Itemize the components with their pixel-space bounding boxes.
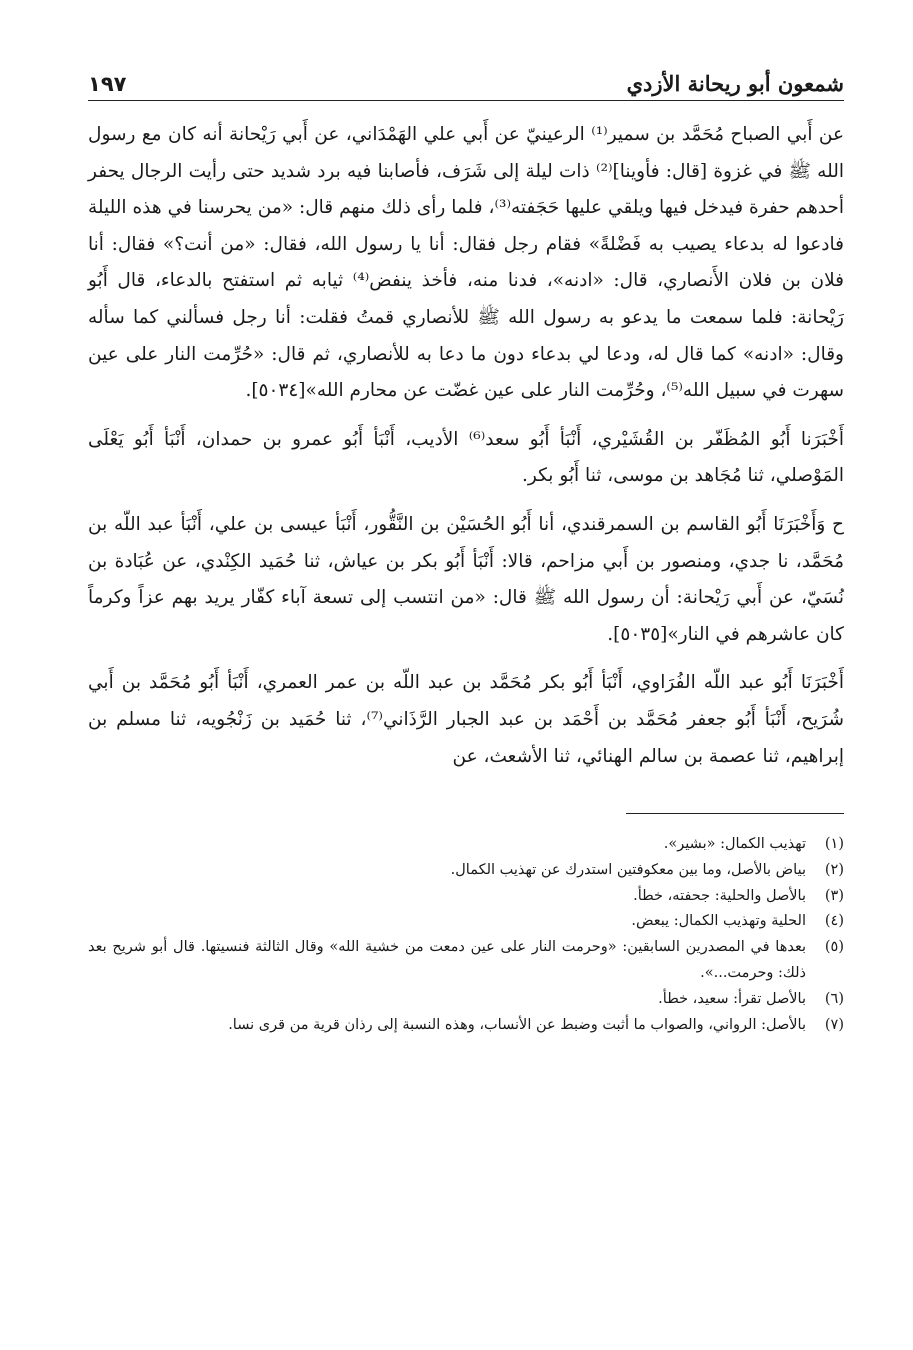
footnote xyxy=(88,832,844,858)
footnote xyxy=(88,909,844,935)
footnote-number: (٧) xyxy=(824,1016,844,1033)
footnote-number: (١) xyxy=(824,836,844,853)
footnotes xyxy=(88,832,844,1038)
footnote-number: (٦) xyxy=(824,990,844,1007)
footnote-text: بعدها في المصدرين السابقين: «وحرمت النار على عين دمعت من خشية الله» وقال الثالثة فنسيتها. قال أبو شريح بعد ذلك: وحرمت...». xyxy=(88,939,806,982)
paragraph: أَخْبَرَنا أَبُو المُظَفّر بن القُشَيْري، أَنْبَأ أَبُو سعد⁽⁶⁾ الأديب، أَنْبَأ أَبُو عمرو بن حمدان، أَنْبَأ أَبُو يَعْلَى المَوْصلي، ثنا مُجَاهد بن موسى، ثنا أَبُو بكر. xyxy=(88,428,845,487)
book-page xyxy=(88,62,844,1038)
footnote-number: (٥) xyxy=(824,939,844,956)
footnote-number: (٢) xyxy=(824,861,844,878)
footnote xyxy=(88,935,844,987)
footnote xyxy=(88,987,844,1013)
footnote-text: تهذيب الكمال: «بشير». xyxy=(663,836,806,853)
paragraph: أَخْبَرَنَا أَبُو عبد اللّه الفُرَاوي، أَنْبَأ أَبُو بكر مُحَمَّد بن عبد اللّه بن عمر العمري، أَنْبَأ أَبُو مُحَمَّد بن أَبي شُرَيح، أَنْبَأ أَبُو جعفر مُحَمَّد بن أَحْمَد بن عبد الجبار الرَّذَاني⁽⁷⁾، ثنا حُمَيد بن زَنْجُويه، ثنا مسلم بن إبراهيم، ثنا عصمة بن سالم الهنائي، ثنا الأشعث، عن xyxy=(88,672,844,767)
footnote xyxy=(88,858,844,884)
footnote-divider xyxy=(626,813,844,814)
running-header xyxy=(88,62,844,101)
footnote-text: بالأصل: الرواني، والصواب ما أثبت وضبط عن الأنساب، وهذه النسبة إلى رذان قرية من قرى نسا. xyxy=(228,1016,806,1033)
chapter-title: شمعون أبو ريحانة الأزدي xyxy=(626,71,844,96)
footnote-text: بياض بالأصل، وما بين معكوفتين استدرك عن تهذيب الكمال. xyxy=(450,861,806,878)
footnote-number: (٣) xyxy=(824,887,844,904)
footnote-text: بالأصل تقرأ: سعيد، خطأ. xyxy=(658,990,806,1007)
footnote xyxy=(88,1013,844,1039)
paragraph: عن أَبي الصباح مُحَمَّد بن سمير⁽¹⁾ الرعينيّ عن أَبي علي الهَمْدَاني، عن أَبي رَيْحانة أنه كان مع رسول الله ﷺ في غزوة [قال: فأوينا]⁽²⁾ ذات ليلة إلى شَرَف، فأصابنا فيه برد شديد حتى رأيت الرجال يحفر أحدهم حفرة فيدخل فيها ويلقي عليها حَجَفته⁽³⁾، فلما رأى ذلك منهم قال: «من يحرسنا في هذه الليلة فادعوا له بدعاء يصيب به فَضْلةً» فقام رجل فقال: أنا يا رسول الله، فقال: «من أنت؟» فقال: أنا فلان بن فلان الأَنصاري، قال: «ادنه»، فدنا منه، فأخذ ينفض⁽⁴⁾ ثيابه ثم استفتح بالدعاء، قال أَبُو رَيْحانة: فلما سمعت ما يدعو به رسول الله ﷺ للأنصاري قمتُ فقلت: أنا رجل فسألني كما سأله وقال: «ادنه» كما قال له، ودعا لي بدعاء دون ما دعا به للأنصاري، ثم قال: «حُرِّمت النار على عين سهرت في سبيل الله⁽⁵⁾، وحُرِّمت النار على عين غضّت عن محارم الله»[٥٠٣٤]. xyxy=(88,124,845,402)
main-text xyxy=(88,117,844,775)
footnote-number: (٤) xyxy=(824,913,844,930)
paragraph: ح وَأَخْبَرَنَا أَبُو القاسم بن السمرقندي، أنا أَبُو الحُسَيْن بن النَّقُّور، أَنْبَأ عيسى بن علي، أَنْبَأ عبد اللّه بن مُحَمَّد، نا جدي، ومنصور بن أَبي مزاحم، قالا: أَنْبَأ أَبُو بكر بن عياش، ثنا حُمَيد الكِنْدي، عن عُبَادة بن نُسَيّ، عن أَبي رَيْحانة: أن رسول الله ﷺ قال: «من انتسب إلى تسعة آباء كفّار يريد بهم عزاً وكرماً كان عاشرهم في النار»[٥٠٣٥]. xyxy=(88,513,844,645)
footnote xyxy=(88,884,844,910)
footnote-text: بالأصل والحلية: جحفته، خطأ. xyxy=(633,887,806,904)
page-number: ١٩٧ xyxy=(88,72,127,96)
footnote-text: الحلية وتهذيب الكمال: يبعض. xyxy=(631,913,806,930)
